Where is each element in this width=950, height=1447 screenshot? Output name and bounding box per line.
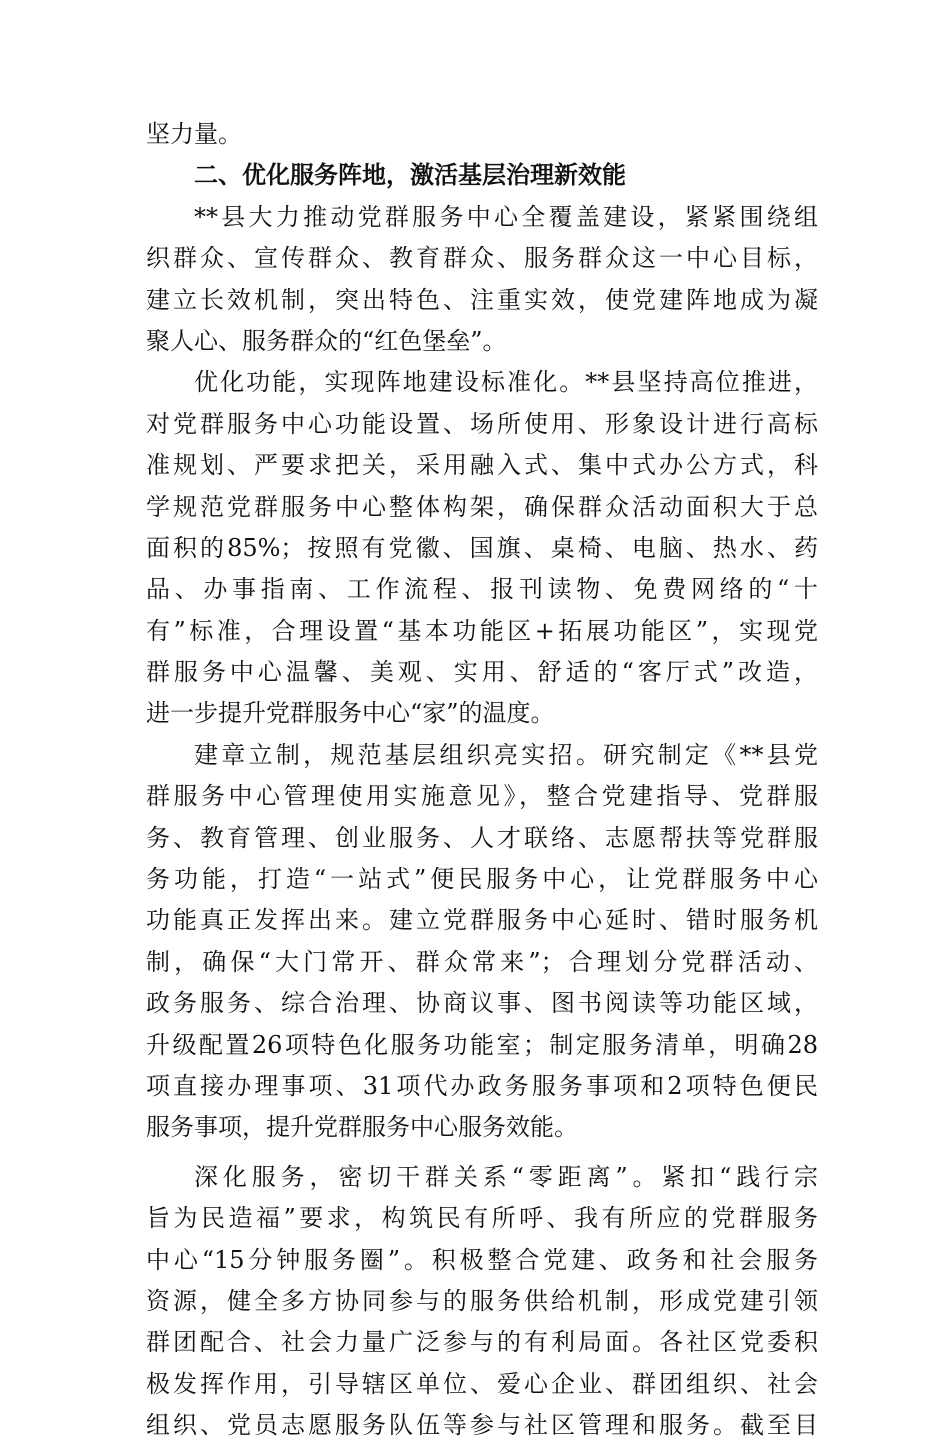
paragraph-line: 建章立制，规范基层组织亮实招。研究制定《**县党 [194, 740, 818, 769]
paragraph-line: 升级配置26项特色化服务功能室；制定服务清单，明确28 [146, 1030, 818, 1059]
paragraph-line: 项直接办理事项、31项代办政务服务事项和2项特色便民 [146, 1071, 818, 1100]
paragraph-line: 建立长效机制，突出特色、注重实效，使党建阵地成为凝 [146, 285, 818, 314]
paragraph-line: 群团配合、社会力量广泛参与的有利局面。各社区党委积 [146, 1328, 818, 1357]
paragraph [146, 197, 818, 363]
paragraph-line: 有”标准，合理设置“基本功能区+拓展功能区”，实现党 [146, 616, 818, 645]
paragraph-line: 政务服务、综合治理、协商议事、图书阅读等功能区域， [146, 989, 818, 1018]
paragraph [146, 1157, 818, 1447]
paragraph-line: 对党群服务中心功能设置、场所使用、形象设计进行高标 [146, 409, 818, 438]
section-heading: 二、优化服务阵地，激活基层治理新效能 [194, 161, 626, 190]
intro-tail-line: 坚力量。 [146, 120, 242, 148]
paragraph-line: 中心“15分钟服务圈”。积极整合党建、政务和社会服务 [146, 1245, 818, 1274]
paragraph-line: 功能真正发挥出来。建立党群服务中心延时、错时服务机 [146, 906, 818, 935]
paragraph-line: 组织、党员志愿服务队伍等参与社区管理和服务。截至目 [146, 1411, 818, 1440]
paragraph-line: 优化功能，实现阵地建设标准化。**县坚持高位推进， [194, 368, 818, 397]
paragraph [146, 735, 818, 1149]
document-body [146, 114, 818, 1447]
paragraph-line: 织群众、宣传群众、教育群众、服务群众这一中心目标， [146, 244, 818, 273]
paragraph-line: 准规划、严要求把关，采用融入式、集中式办公方式，科 [146, 451, 818, 480]
paragraph-line: 深化服务，密切干群关系“零距离”。紧扣“践行宗 [194, 1162, 818, 1191]
paragraph-line: 群服务中心温馨、美观、实用、舒适的“客厅式”改造， [146, 658, 818, 687]
paragraph-line: 务、教育管理、创业服务、人才联络、志愿帮扶等党群服 [146, 823, 818, 852]
paragraph-line: 服务事项，提升党群服务中心服务效能。 [146, 1113, 578, 1142]
paragraph-line: 群服务中心管理使用实施意见》，整合党建指导、党群服 [146, 782, 818, 811]
paragraph-line: 聚人心、服务群众的“红色堡垒”。 [146, 326, 507, 355]
paragraph-line: 旨为民造福”要求，构筑民有所呼、我有所应的党群服务 [146, 1204, 818, 1233]
paragraph-line: **县大力推动党群服务中心全覆盖建设，紧紧围绕组 [194, 202, 818, 231]
paragraph [146, 362, 818, 735]
paragraph-line: 务功能，打造“一站式”便民服务中心，让党群服务中心 [146, 865, 818, 894]
paragraph-line: 资源，健全多方协同参与的服务供给机制，形成党建引领 [146, 1286, 818, 1315]
paragraph-line: 进一步提升党群服务中心“家”的温度。 [146, 699, 555, 728]
paragraph-line: 学规范党群服务中心整体构架，确保群众活动面积大于总 [146, 492, 818, 521]
paragraph-line: 品、办事指南、工作流程、报刊读物、免费网络的“十 [146, 575, 818, 604]
paragraph-line: 制，确保“大门常开、群众常来”；合理划分党群活动、 [146, 947, 818, 976]
paragraph-line: 极发挥作用，引导辖区单位、爱心企业、群团组织、社会 [146, 1369, 818, 1398]
paragraph-line: 面积的85%；按照有党徽、国旗、桌椅、电脑、热水、药 [146, 533, 818, 562]
